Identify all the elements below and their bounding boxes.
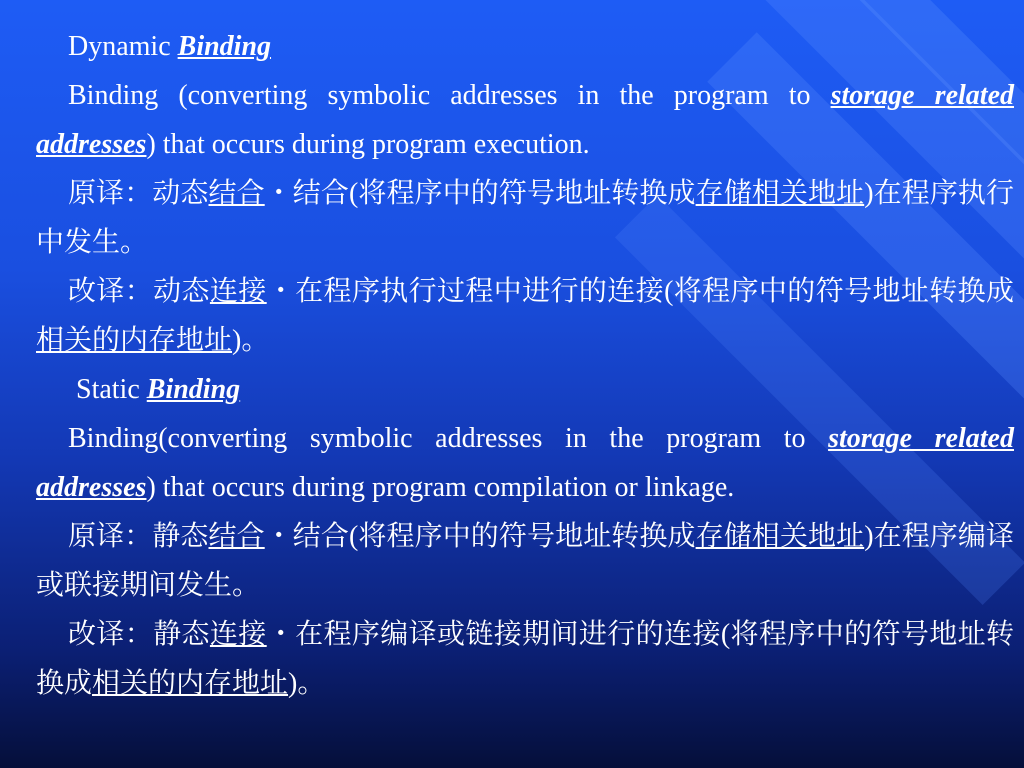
dynamic-binding-heading: Dynamic Binding [68, 31, 272, 62]
static-binding-heading: Static Binding [76, 374, 241, 405]
storage-related-addresses-term: storage related addresses [36, 423, 1014, 503]
slide-content [36, 22, 1014, 708]
static-binding-definition: Binding(converting symbolic addresses in the program to storage related addresses) that occurs during program compilation or linkage. [36, 423, 1014, 503]
static-binding-term: Binding [146, 374, 241, 405]
static-revised-translation: 改译：静态连接・在程序编译或链接期间进行的连接(将程序中的符号地址转换成相关的内存地址)。 [36, 619, 1014, 699]
dynamic-binding-term: Binding [177, 31, 272, 62]
dynamic-revised-translation: 改译：动态连接・在程序执行过程中进行的连接(将程序中的符号地址转换成相关的内存地址)。 [36, 276, 1014, 356]
dynamic-binding-definition: Binding (converting symbolic addresses in the program to storage related addresses) that occurs during program execution. [36, 80, 1014, 160]
storage-related-addresses-term: storage related addresses [36, 80, 1014, 160]
dynamic-original-translation: 原译：动态结合・结合(将程序中的符号地址转换成存储相关地址)在程序执行中发生。 [36, 178, 1014, 258]
static-original-translation: 原译：静态结合・结合(将程序中的符号地址转换成存储相关地址)在程序编译或联接期间发生。 [36, 521, 1014, 601]
